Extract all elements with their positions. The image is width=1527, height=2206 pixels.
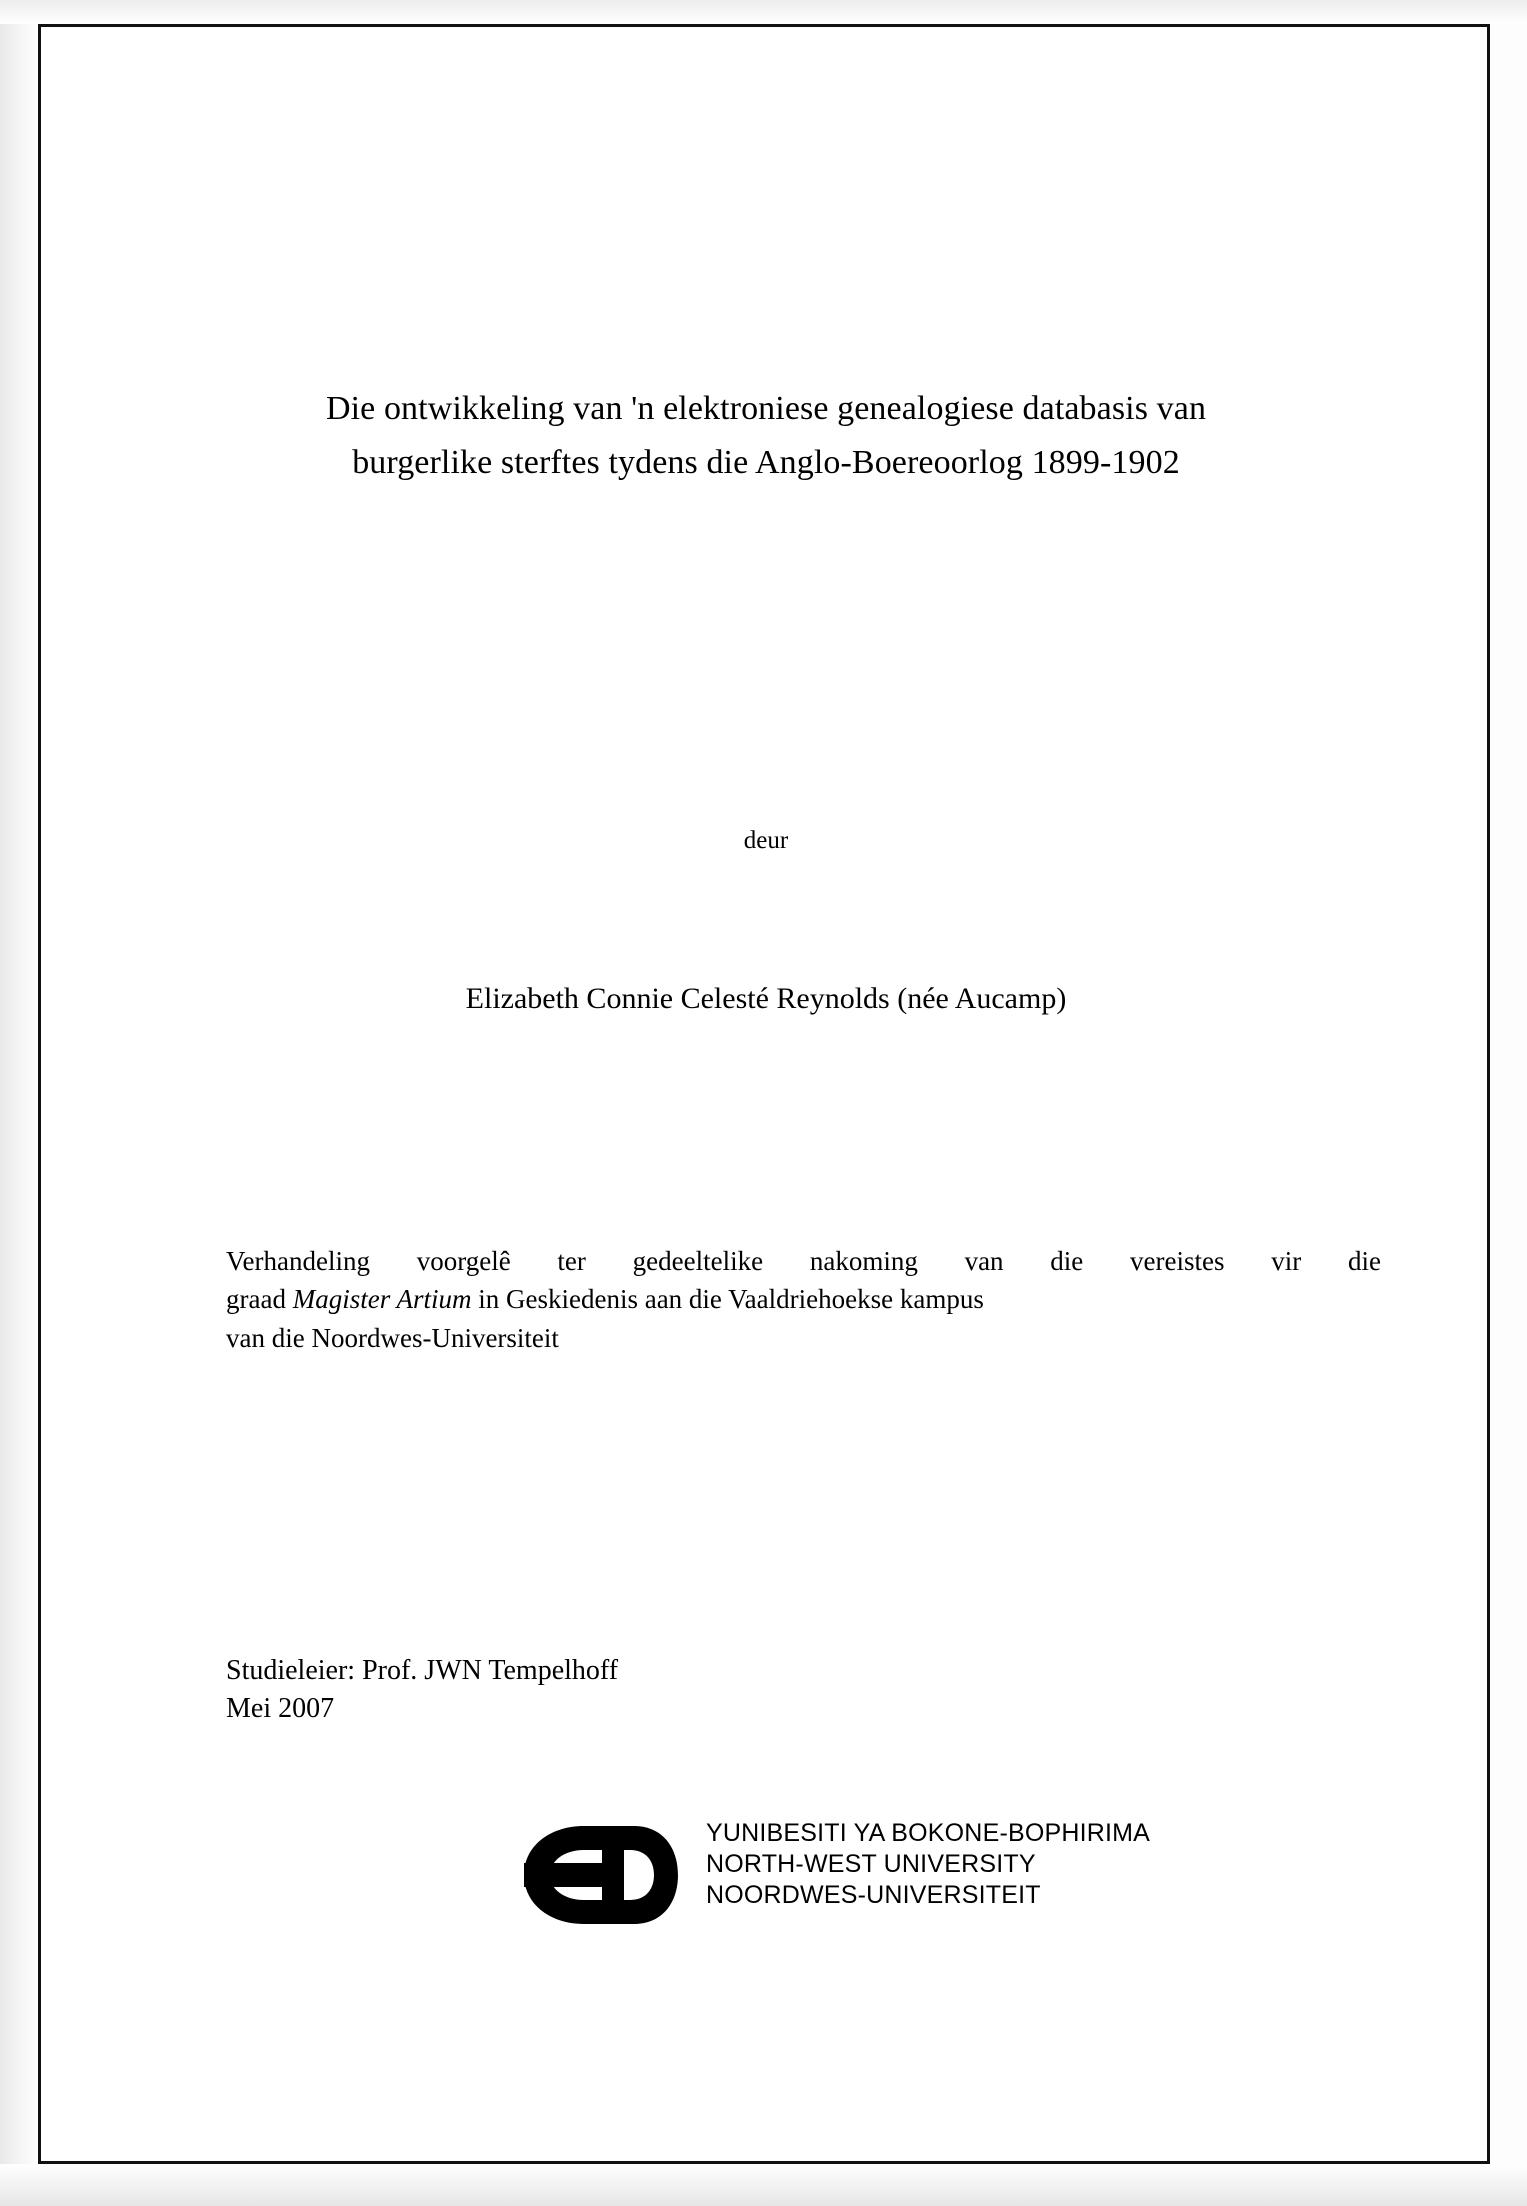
degree-statement-line-2-prefix: graad [226,1284,293,1315]
degree-statement-line-2-suffix: in Geskiedenis aan die Vaaldriehoekse kampus [471,1284,984,1315]
page-title-line-2: burgerlike sterftes tydens die Anglo-Boereoorlog 1899-1902 [352,443,1180,481]
submission-date: Mei 2007 [226,1692,335,1724]
degree-name-italic: Magister Artium [292,1284,472,1315]
university-name-english: NORTH-WEST UNIVERSITY [706,1850,1036,1878]
degree-statement-line-2 [226,1280,1381,1318]
supervisor-name: Studieleier: Prof. JWN Tempelhoff [226,1655,619,1686]
north-west-university-logo-mark-icon [506,1816,691,1934]
page-border-frame [38,24,1490,2164]
scan-edge-top [0,0,1527,24]
author-name: Elizabeth Connie Celesté Reynolds (née Aucamp) [465,982,1067,1015]
scan-edge-left [0,0,38,2206]
university-name-setswana: YUNIBESITI YA BOKONE-BOPHIRIMA [706,1819,1151,1847]
page-title [171,382,1361,489]
degree-statement-line-1: Verhandeling voorgelê ter gedeeltelike nakoming van die vereistes vir die [226,1246,1381,1276]
byline-label: deur [743,827,789,854]
degree-statement-line-3: van die Noordwes-Universiteit [226,1322,559,1353]
page-title-line-1: Die ontwikkeling van 'n elektroniese genealogiese databasis van [325,390,1207,427]
university-name-afrikaans: NOORDWES-UNIVERSITEIT [706,1881,1041,1909]
supervisor-block [226,1652,1126,1728]
university-logo [506,1812,1206,1942]
title-page-content [41,27,1487,2161]
scan-edge-bottom [0,2164,1527,2206]
university-logo-text [706,1818,1150,1911]
degree-statement [226,1242,1381,1357]
